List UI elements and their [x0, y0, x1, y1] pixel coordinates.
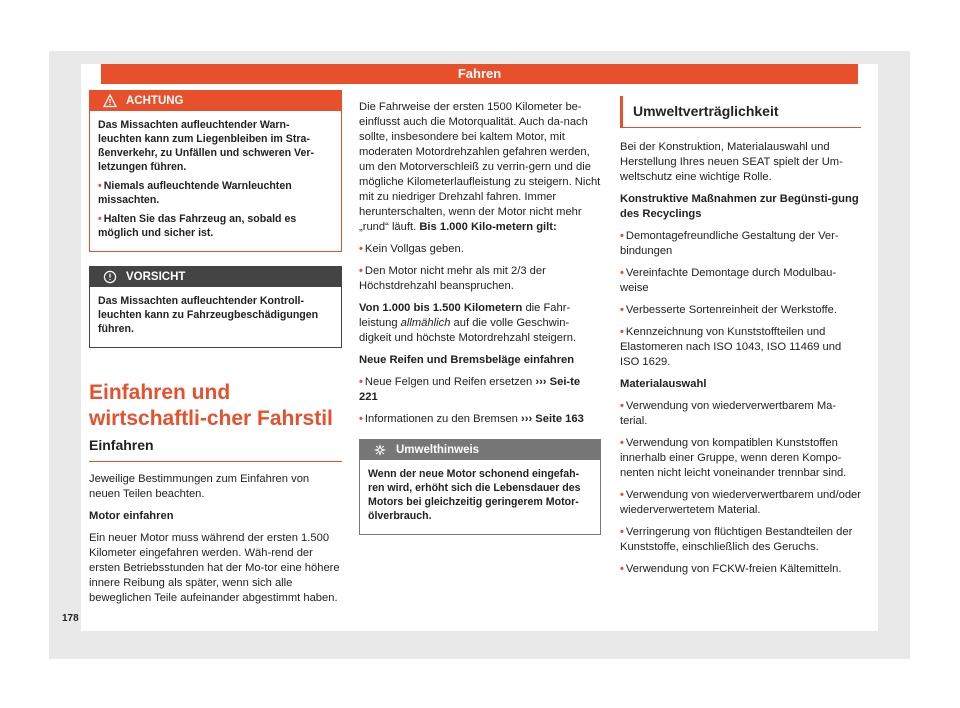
- environment-icon: [373, 443, 387, 457]
- bullet-icon: •: [620, 230, 624, 242]
- bullet-icon: •: [620, 326, 624, 338]
- list-item: • Kennzeichnung von Kunststoffteilen und Elastomeren nach ISO 1043, ISO 11469 und ISO 1629.: [620, 326, 842, 368]
- warning-box-header: [90, 91, 341, 111]
- caution-box-body: [90, 287, 341, 347]
- tyres-heading: Neue Reifen und Bremsbeläge einfahren: [359, 354, 575, 366]
- page-reference-link[interactable]: ››› Seite 163: [521, 413, 584, 425]
- chapter-header: Fahren: [101, 64, 858, 84]
- bullet-icon: •: [359, 265, 363, 277]
- page-reference-link[interactable]: ››› Sei-te 221: [359, 376, 581, 403]
- environment-text: Wenn der neue Motor schonend eingefah-ren wird, erhöht sich die Lebensdauer des Motors bei gleichzeitig geringerem Motor-ölverbrauch.: [368, 468, 581, 522]
- speed-paragraph: Von 1.000 bis 1.500 Kilometern die Fahr-leistung allmählich auf die volle Geschwin-digkeit und höchste Motordrehzahl steigern.: [359, 302, 577, 344]
- list-item: • Verringerung von flüchtigen Bestandteilen der Kunststoffe, einschließlich des Geruchs.: [620, 526, 853, 553]
- bullet-icon: •: [620, 489, 624, 501]
- list-item: • Verwendung von wiederverwertbarem Ma-terial.: [620, 400, 837, 427]
- environment-intro: Bei der Konstruktion, Materialauswahl und Herstellung Ihres neuen SEAT spielt der Um-weltschutz eine wichtige Rolle.: [620, 141, 843, 183]
- motor-text: Ein neuer Motor muss während der ersten 1.500 Kilometer eingefahren werden. Wäh-rend der ersten Betriebsstunden hat der Mo-tor eine höhere innere Reibung als später, wenn sich alle beweglichen Teile aufeinander abgestimmt haben.: [89, 532, 340, 604]
- list-item: • Verwendung von wiederverwertbarem und/oder wiederverwertetem Material.: [620, 489, 861, 516]
- motor-heading: Motor einfahren: [89, 510, 174, 522]
- list-item: • Vereinfachte Demontage durch Modulbau-weise: [620, 267, 837, 294]
- bullet-icon: •: [98, 180, 102, 192]
- list-item: • Verwendung von kompatiblen Kunststoffen innerhalb einer Gruppe, wenn deren Kompo-nenten nicht leicht voneinander trennbar sind.: [620, 437, 847, 479]
- list-item: • Verbesserte Sortenreinheit der Werkstoffe.: [620, 304, 837, 316]
- environment-box-header: [360, 440, 600, 460]
- caution-box-header: [90, 267, 341, 287]
- warning-box: [89, 90, 342, 252]
- info-circle-icon: [103, 270, 117, 284]
- column-left: [89, 90, 342, 613]
- warning-bullet: • Halten Sie das Fahrzeug an, sobald es möglich und sicher ist.: [98, 213, 297, 239]
- list-item: • Demontagefreundliche Gestaltung der Ver-bindungen: [620, 230, 839, 257]
- warning-bullet: • Niemals aufleuchtende Warnleuchten missachten.: [98, 180, 292, 206]
- warning-box-body: [90, 111, 341, 251]
- column-middle: [359, 100, 601, 535]
- list-item: • Verwendung von FCKW-freien Kältemitteln.: [620, 563, 842, 575]
- running-in-paragraph: Die Fahrweise der ersten 1500 Kilometer be-einflusst auch die Motorqualität. Auch da-nach sollte, insbesondere bei kaltem Motor, mit moderaten Motordrehzahlen gefahren werden, um den Motorverschleiß zu verrin-gern und die mögliche Kilometerlaufleistung zu steigern. Nicht mit zu niedriger Drehzahl fahren. Immer herunterschalten, wenn der Motor nicht mehr „rund“ läuft. Bis 1.000 Kilo-metern gilt:: [359, 101, 601, 233]
- warning-text: Das Missachten aufleuchtender Warn-leuchten kann zum Liegenbleiben im Stra-ßenverkehr, zu Unfällen und schweren Ver-letzungen führen.: [98, 119, 315, 173]
- environment-box: [359, 439, 601, 535]
- bullet-icon: •: [620, 437, 624, 449]
- column-right: [620, 96, 861, 584]
- bullet-icon: •: [359, 376, 363, 388]
- warning-box-title: ACHTUNG: [126, 95, 184, 107]
- section-subtitle: Einfahren: [89, 438, 342, 462]
- section-title: Einfahren und wirtschaftli-cher Fahrstil: [89, 381, 333, 430]
- bullet-icon: •: [98, 213, 102, 225]
- list-item: • Den Motor nicht mehr als mit 2/3 der Höchstdrehzahl beanspruchen.: [359, 265, 546, 292]
- bullet-icon: •: [620, 304, 624, 316]
- environment-box-body: [360, 460, 600, 534]
- page-number: 178: [62, 613, 79, 624]
- environment-section-title: Umweltverträglichkeit: [620, 96, 861, 128]
- recycling-heading: Konstruktive Maßnahmen zur Begünsti-gung des Recyclings: [620, 193, 859, 220]
- bullet-icon: •: [359, 243, 363, 255]
- bullet-icon: •: [620, 267, 624, 279]
- caution-box-title: VORSICHT: [126, 271, 186, 283]
- list-item: • Neue Felgen und Reifen ersetzen ››› Sei-te 221: [359, 376, 581, 403]
- bullet-icon: •: [620, 526, 624, 538]
- caution-box: [89, 266, 342, 348]
- bullet-icon: •: [359, 413, 363, 425]
- environment-box-title: Umwelthinweis: [396, 444, 480, 456]
- bullet-icon: •: [620, 563, 624, 575]
- bullet-icon: •: [620, 400, 624, 412]
- intro-text: Jeweilige Bestimmungen zum Einfahren von neuen Teilen beachten.: [89, 473, 310, 500]
- caution-text: Das Missachten aufleuchtender Kontroll-leuchten kann zu Fahrzeugbeschädigungen führen.: [98, 295, 319, 335]
- warning-triangle-icon: [103, 94, 117, 108]
- list-item: • Kein Vollgas geben.: [359, 243, 464, 255]
- material-heading: Materialauswahl: [620, 378, 707, 390]
- list-item: • Informationen zu den Bremsen ››› Seite 163: [359, 413, 584, 425]
